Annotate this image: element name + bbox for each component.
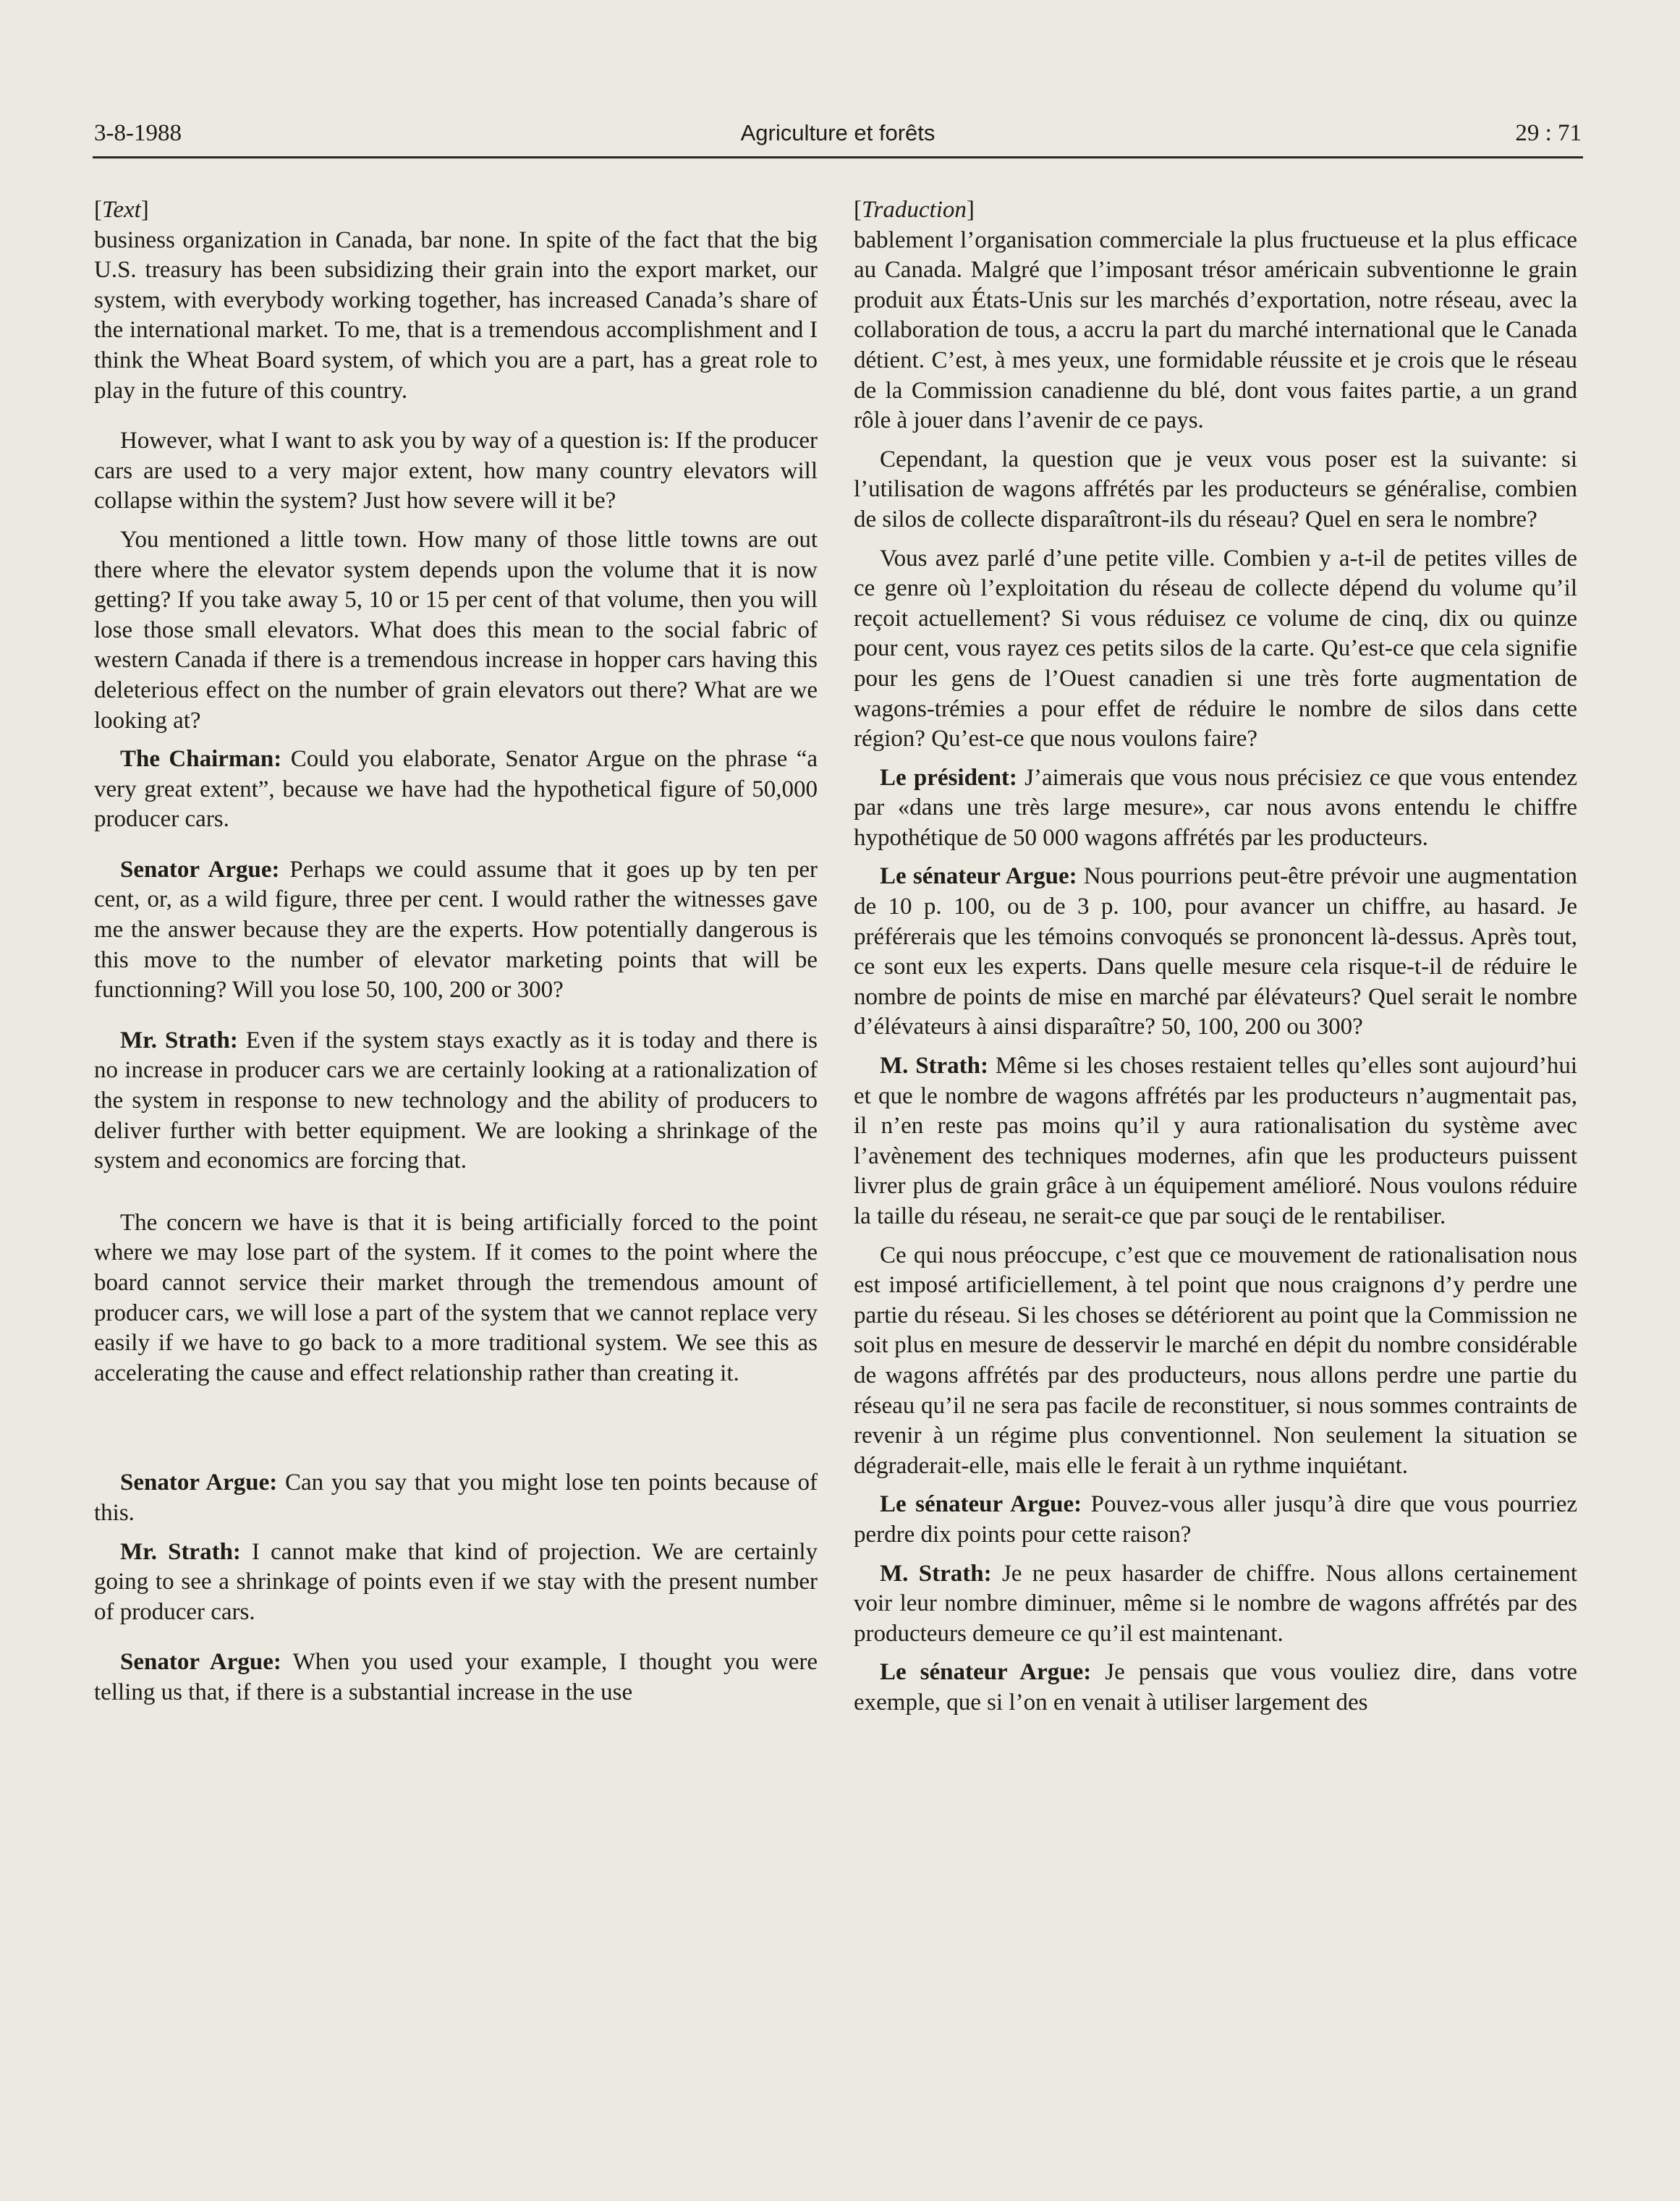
paragraph: Le sénateur Argue: Je pensais que vous vouliez dire, dans votre exemple, que si l’on en venait à utiliser largement des <box>854 1659 1578 1716</box>
paragraph: Senator Argue: When you used your example, I thought you were telling us that, if there is a substantial increase in the use <box>94 1649 818 1705</box>
speaker-name: Mr. Strath: <box>120 1538 241 1565</box>
paragraph: Cependant, la question que je veux vous poser est la suivante: si l’utilisation de wagons affrétés par les producteurs se généralise, combien de silos de collecte disparaîtront-ils du réseau? Quel en sera le nombre? <box>854 446 1577 533</box>
paragraph: The concern we have is that it is being artificially forced to the point where we may lose part of the system. If it comes to the point where the board cannot service their market through the tremendous amount of producer cars, we will lose a part of the system that we cannot replace very easily if we have to go back to a more traditional system. We see this as accelerating the cause and effect relationship rather than creating it. <box>94 1209 818 1386</box>
paragraph: M. Strath: Même si les choses restaient telles qu’elles sont aujourd’hui et que le nombre de wagons affrétés par les producteurs n’augmentait pas, il n’en reste pas moins qu’il y aura rationalisation du système avec l’avènement des techniques modernes, afin que les producteurs puissent livrer plus de grain grâce à un équipement amélioré. Nous voulons réduire la taille du réseau, ne serait-ce que par souçi de le rentabiliser. <box>854 1053 1577 1229</box>
paragraph: You mentioned a little town. How many of those little towns are out there where the elevator system depends upon the volume that it is now getting? If you take away 5, 10 or 15 per cent of that volume, then you will lose those small elevators. What does this mean to the social fabric of western Canada if there is a tremendous increase in hopper cars having this deleterious effect on the number of grain elevators out there? What are we looking at? <box>94 526 818 734</box>
paragraph: Vous avez parlé d’une petite ville. Combien y a-t-il de petites villes de ce genre où l’exploitation du réseau de collecte dépend du volume qu’il reçoit actuellement? Si vous réduisez ce volume de cinq, dix ou quinze pour cent, vous rayez ces petits silos de la carte. Qu’est-ce que cela signifie pour les gens de l’Ouest canadien si une très forte augmentation de wagons-trémies a pour effet de réduire le nombre de silos dans cette région? Qu’est-ce que nous voulons faire? <box>854 545 1577 752</box>
english-column <box>94 195 818 1717</box>
speaker-name: Le sénateur Argue: <box>880 1659 1092 1686</box>
speaker-name: Le président: <box>880 764 1017 791</box>
speaker-name: Le sénateur Argue: <box>880 1491 1082 1518</box>
header-page-number: 29 : 71 <box>1515 120 1582 146</box>
header-rule <box>93 156 1583 158</box>
header-title: Agriculture et forêts <box>740 120 936 145</box>
paragraph: Ce qui nous préoccupe, c’est que ce mouvement de rationalisation nous est imposé artificiellement, à tel point que nous craignons d’y perdre une partie du réseau. Si les choses se détériorent au point que la Commission ne soit plus en mesure de desservir le marché en dépit du nombre considérable de wagons affrétés par des producteurs, nous allons perdre une partie du réseau qu’il ne sera pas facile de reconstituer, si nous sommes contraints de revenir à un régime plus conventionnel. Non seulement la situation se dégraderait-elle, mais elle le ferait à un rythme inquiétant. <box>854 1242 1577 1479</box>
paragraph: Senator Argue: Perhaps we could assume that it goes up by ten per cent, or, as a wild figure, three per cent. I would rather the witnesses gave me the answer because they are the experts. How potentially dangerous is this move to the number of elevator marketing points that will be functionning? Will you lose 50, 100, 200 or 300? <box>94 856 818 1004</box>
paragraph: bablement l’organisation commerciale la plus fructueuse et la plus efficace au Canada. Malgré que l’imposant trésor américain subventionne le grain produit aux États-Unis sur les marchés d’exportation, notre réseau, avec la collaboration de tous, a accru la part du marché international que le Canada détient. C’est, à mes yeux, une formidable réussite et je crois que le réseau de la Commission canadienne du blé, dont vous faites partie, a un grand rôle à jouer dans l’avenir de ce pays. <box>854 226 1577 434</box>
speaker-name: M. Strath: <box>880 1053 989 1080</box>
speaker-name: The Chairman: <box>120 746 282 773</box>
speaker-name: Senator Argue: <box>120 1470 278 1496</box>
paragraph: Senator Argue: Can you say that you might lose ten points because of this. <box>94 1470 818 1526</box>
section-label-traduction: [Traduction] <box>854 197 975 223</box>
speaker-name: Senator Argue: <box>120 1649 281 1676</box>
paragraph: Mr. Strath: I cannot make that kind of projection. We are certainly going to see a shrinkage of points even if we stay with the present number of producer cars. <box>94 1538 818 1625</box>
paragraph: Le président: J’aimerais que vous nous précisiez ce que vous entendez par «dans une très large mesure», car nous avons entendu le chiffre hypothétique de 50 000 wagons affrétés par les producteurs. <box>854 764 1577 851</box>
french-column <box>854 195 1577 1727</box>
speaker-name: M. Strath: <box>880 1560 992 1587</box>
paragraph: M. Strath: Je ne peux hasarder de chiffre. Nous allons certainement voir leur nombre diminuer, même si le nombre de wagons affrétés par des producteurs demeure ce qu’il est maintenant. <box>854 1560 1577 1647</box>
paragraph: business organization in Canada, bar none. In spite of the fact that the big U.S. treasury has been subsidizing their grain into the export market, our system, with everybody working together, has increased Canada’s share of the international market. To me, that is a tremendous accomplishment and I think the Wheat Board system, of which you are a part, has a great role to play in the future of this country. <box>94 226 818 404</box>
speaker-name: Mr. Strath: <box>120 1027 238 1053</box>
speaker-name: Senator Argue: <box>120 856 280 883</box>
running-header <box>94 120 1582 155</box>
paragraph: However, what I want to ask you by way of a question is: If the producer cars are used to a very major extent, how many country elevators will collapse within the system? Just how severe will it be? <box>94 428 818 514</box>
paragraph: Le sénateur Argue: Nous pourrions peut-être prévoir une augmentation de 10 p. 100, ou de 3 p. 100, pour avancer un chiffre, au hasard. Je préférerais que les témoins convoqués se prononcent là-dessus. Après tout, ce sont eux les experts. Dans quelle mesure cela risque-t-il de réduire le nombre de points de mise en marché par élévateurs? Quel serait le nombre d’élévateurs à ainsi disparaître? 50, 100, 200 ou 300? <box>854 863 1578 1040</box>
speaker-name: Le sénateur Argue: <box>880 863 1077 890</box>
paragraph: Le sénateur Argue: Pouvez-vous aller jusqu’à dire que vous pourriez perdre dix points pour cette raison? <box>854 1491 1578 1548</box>
section-label-text: [Text] <box>94 197 149 223</box>
paragraph: Mr. Strath: Even if the system stays exactly as it is today and there is no increase in producer cars we are certainly looking at a rationalization of the system in response to new technology and the ability of producers to deliver further with better equipment. We are looking a shrinkage of the system and economics are forcing that. <box>94 1027 818 1174</box>
paragraph: The Chairman: Could you elaborate, Senator Argue on the phrase “a very great extent”, because we have had the hypothetical figure of 50,000 producer cars. <box>94 746 818 833</box>
header-date: 3-8-1988 <box>94 120 182 146</box>
